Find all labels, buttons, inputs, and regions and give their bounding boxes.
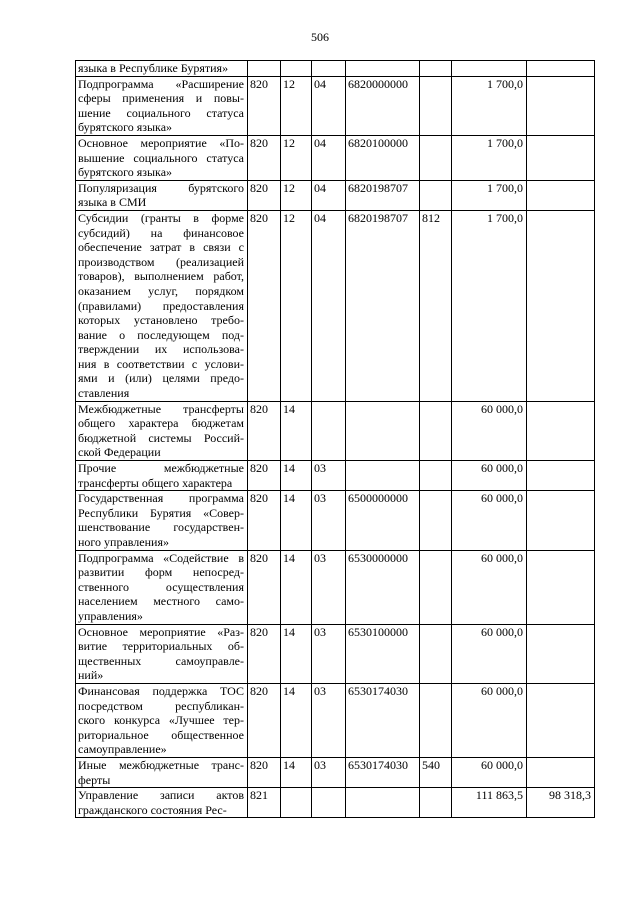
- subsection-code-cell: 04: [312, 180, 346, 210]
- table-row: [76, 624, 595, 683]
- item-name-line: Управление записи актов: [78, 788, 244, 803]
- amount-cell: 111 863,5: [452, 788, 527, 818]
- section-code-cell: 12: [281, 210, 312, 401]
- expense-type-cell: [420, 61, 452, 77]
- amount-next-cell: [527, 180, 595, 210]
- amount-next-cell: [527, 61, 595, 77]
- item-name-line: субсидий) на финансовое: [78, 225, 244, 240]
- subsection-code-cell: 04: [312, 135, 346, 180]
- item-name-line: Основное мероприятие «Раз-: [78, 624, 244, 639]
- item-name-line: вание о последующем под-: [78, 327, 244, 342]
- section-code-cell: 14: [281, 461, 312, 491]
- item-name-cell: [76, 491, 248, 550]
- subsection-code-cell: 03: [312, 461, 346, 491]
- section-code-cell: 12: [281, 76, 312, 135]
- ministry-code-cell: 820: [248, 76, 281, 135]
- item-name-line: риториальное общественное: [78, 727, 244, 742]
- expense-type-cell: [420, 461, 452, 491]
- target-article-cell: 6530000000: [346, 550, 420, 624]
- ministry-code-cell: 820: [248, 461, 281, 491]
- item-name-cell: [76, 61, 248, 77]
- table-row: [76, 76, 595, 135]
- amount-next-cell: [527, 683, 595, 757]
- item-name-line: развитии форм непосред-: [78, 565, 244, 580]
- table-row: [76, 180, 595, 210]
- item-name-line: товаров), выполнением работ,: [78, 269, 244, 284]
- ministry-code-cell: 820: [248, 757, 281, 787]
- section-code-cell: 12: [281, 135, 312, 180]
- item-name-line: Межбюджетные трансферты: [78, 401, 244, 416]
- item-name-cell: [76, 683, 248, 757]
- table-row: [76, 550, 595, 624]
- budget-table: [75, 60, 595, 818]
- amount-cell: 1 700,0: [452, 210, 527, 401]
- item-name-line: Государственная программа: [78, 491, 244, 506]
- target-article-cell: [346, 788, 420, 818]
- ministry-code-cell: [248, 61, 281, 77]
- expense-type-cell: [420, 788, 452, 818]
- amount-next-cell: [527, 135, 595, 180]
- item-name-line: Прочие межбюджетные: [78, 461, 244, 476]
- table-row: [76, 210, 595, 401]
- item-name-line: вышение социального статуса: [78, 150, 244, 165]
- amount-next-cell: [527, 76, 595, 135]
- item-name-line: бурятского языка»: [78, 165, 173, 180]
- item-name-line: сферы применения и повы-: [78, 91, 244, 106]
- item-name-line: населением местного само-: [78, 594, 244, 609]
- section-code-cell: 14: [281, 401, 312, 460]
- ministry-code-cell: 820: [248, 550, 281, 624]
- item-name-line: Субсидии (гранты в форме: [78, 210, 244, 225]
- item-name-line: шенствование государствен-: [78, 520, 244, 535]
- section-code-cell: 14: [281, 550, 312, 624]
- ministry-code-cell: 820: [248, 180, 281, 210]
- table-row: [76, 461, 595, 491]
- target-article-cell: 6820000000: [346, 76, 420, 135]
- item-name-cell: [76, 210, 248, 401]
- table-row: [76, 491, 595, 550]
- ministry-code-cell: 820: [248, 401, 281, 460]
- amount-cell: 60 000,0: [452, 683, 527, 757]
- ministry-code-cell: 820: [248, 624, 281, 683]
- item-name-line: оказанием услуг, порядком: [78, 283, 244, 298]
- item-name-line: Финансовая поддержка ТОС: [78, 683, 244, 698]
- section-code-cell: 14: [281, 491, 312, 550]
- expense-type-cell: [420, 76, 452, 135]
- item-name-cell: [76, 624, 248, 683]
- ministry-code-cell: 820: [248, 683, 281, 757]
- item-name-line: управления»: [78, 608, 143, 623]
- section-code-cell: 14: [281, 624, 312, 683]
- item-name-line: производством (реализацией: [78, 254, 244, 269]
- item-name-cell: [76, 788, 248, 818]
- item-name-line: бюджетной системы Россий-: [78, 430, 244, 445]
- amount-next-cell: [527, 401, 595, 460]
- item-name-line: шение социального статуса: [78, 105, 244, 120]
- amount-cell: 1 700,0: [452, 180, 527, 210]
- item-name-line: ственного осуществления: [78, 579, 244, 594]
- item-name-line: обеспечение затрат в связи с: [78, 240, 244, 255]
- subsection-code-cell: 04: [312, 76, 346, 135]
- expense-type-cell: [420, 683, 452, 757]
- amount-cell: 1 700,0: [452, 76, 527, 135]
- item-name-line: общего характера бюджетам: [78, 416, 244, 431]
- item-name-cell: [76, 550, 248, 624]
- item-name-line: гражданского состояния Рес-: [78, 802, 227, 817]
- item-name-line: посредством республикан-: [78, 698, 244, 713]
- expense-type-cell: [420, 624, 452, 683]
- table-row: [76, 61, 595, 77]
- amount-next-cell: [527, 491, 595, 550]
- item-name-cell: [76, 135, 248, 180]
- target-article-cell: 6820198707: [346, 180, 420, 210]
- amount-cell: 60 000,0: [452, 624, 527, 683]
- item-name-line: (правилами) предоставления: [78, 298, 244, 313]
- amount-cell: 60 000,0: [452, 491, 527, 550]
- expense-type-cell: [420, 401, 452, 460]
- target-article-cell: 6500000000: [346, 491, 420, 550]
- table-row: [76, 788, 595, 818]
- amount-next-cell: [527, 210, 595, 401]
- expense-type-cell: 540: [420, 757, 452, 787]
- section-code-cell: [281, 788, 312, 818]
- ministry-code-cell: 820: [248, 135, 281, 180]
- item-name-line: ской Федерации: [78, 445, 161, 460]
- amount-next-cell: [527, 461, 595, 491]
- target-article-cell: 6530174030: [346, 683, 420, 757]
- amount-cell: 60 000,0: [452, 550, 527, 624]
- amount-next-cell: 98 318,3: [527, 788, 595, 818]
- item-name-cell: [76, 180, 248, 210]
- amount-cell: [452, 61, 527, 77]
- subsection-code-cell: 03: [312, 491, 346, 550]
- target-article-cell: [346, 401, 420, 460]
- amount-next-cell: [527, 624, 595, 683]
- expense-type-cell: [420, 135, 452, 180]
- table-row: [76, 135, 595, 180]
- item-name-cell: [76, 76, 248, 135]
- item-name-line: ского конкурса «Лучшее тер-: [78, 713, 244, 728]
- item-name-line: самоуправление»: [78, 742, 167, 757]
- item-name-line: ния в соответствии с услови-: [78, 356, 244, 371]
- table-row: [76, 401, 595, 460]
- item-name-line: ставления: [78, 386, 130, 401]
- item-name-line: языка в СМИ: [78, 195, 147, 210]
- expense-type-cell: [420, 491, 452, 550]
- item-name-line: ферты: [78, 772, 111, 787]
- target-article-cell: 6530100000: [346, 624, 420, 683]
- target-article-cell: 6820100000: [346, 135, 420, 180]
- section-code-cell: 14: [281, 757, 312, 787]
- subsection-code-cell: 03: [312, 550, 346, 624]
- item-name-cell: [76, 401, 248, 460]
- subsection-code-cell: 03: [312, 624, 346, 683]
- amount-cell: 60 000,0: [452, 401, 527, 460]
- item-name-line: тверждении их использова-: [78, 342, 244, 357]
- item-name-line: бурятского языка»: [78, 120, 173, 135]
- subsection-code-cell: 03: [312, 683, 346, 757]
- ministry-code-cell: 820: [248, 491, 281, 550]
- section-code-cell: 14: [281, 683, 312, 757]
- item-name-line: Основное мероприятие «По-: [78, 135, 244, 150]
- subsection-code-cell: 03: [312, 757, 346, 787]
- section-code-cell: [281, 61, 312, 77]
- subsection-code-cell: [312, 788, 346, 818]
- expense-type-cell: [420, 180, 452, 210]
- subsection-code-cell: [312, 401, 346, 460]
- page-number: 506: [311, 30, 329, 44]
- expense-type-cell: 812: [420, 210, 452, 401]
- target-article-cell: [346, 461, 420, 491]
- expense-type-cell: [420, 550, 452, 624]
- amount-next-cell: [527, 550, 595, 624]
- target-article-cell: 6820198707: [346, 210, 420, 401]
- amount-cell: 60 000,0: [452, 461, 527, 491]
- target-article-cell: 6530174030: [346, 757, 420, 787]
- table-row: [76, 757, 595, 787]
- target-article-cell: [346, 61, 420, 77]
- amount-cell: 60 000,0: [452, 757, 527, 787]
- item-name-line: которых установлено требо-: [78, 313, 244, 328]
- item-name-line: щественных самоуправле-: [78, 653, 244, 668]
- amount-next-cell: [527, 757, 595, 787]
- table-body: [76, 61, 595, 818]
- item-name-cell: [76, 461, 248, 491]
- amount-cell: 1 700,0: [452, 135, 527, 180]
- item-name-line: Республики Бурятия «Совер-: [78, 505, 244, 520]
- table-row: [76, 683, 595, 757]
- ministry-code-cell: 821: [248, 788, 281, 818]
- ministry-code-cell: 820: [248, 210, 281, 401]
- item-name-line: трансферты общего характера: [78, 475, 233, 490]
- item-name-line: Подпрограмма «Расширение: [78, 76, 244, 91]
- item-name-line: ями и (или) целями предо-: [78, 371, 244, 386]
- item-name-line: ного управления»: [78, 535, 169, 549]
- item-name-line: витие территориальных об-: [78, 639, 244, 654]
- item-name-line: языка в Республике Бурятия»: [78, 61, 229, 75]
- item-name-cell: [76, 757, 248, 787]
- section-code-cell: 12: [281, 180, 312, 210]
- subsection-code-cell: 04: [312, 210, 346, 401]
- item-name-line: Иные межбюджетные транс-: [78, 757, 244, 772]
- item-name-line: Подпрограмма «Содействие в: [78, 550, 244, 565]
- item-name-line: ний»: [78, 668, 104, 683]
- item-name-line: Популяризация бурятского: [78, 180, 244, 195]
- subsection-code-cell: [312, 61, 346, 77]
